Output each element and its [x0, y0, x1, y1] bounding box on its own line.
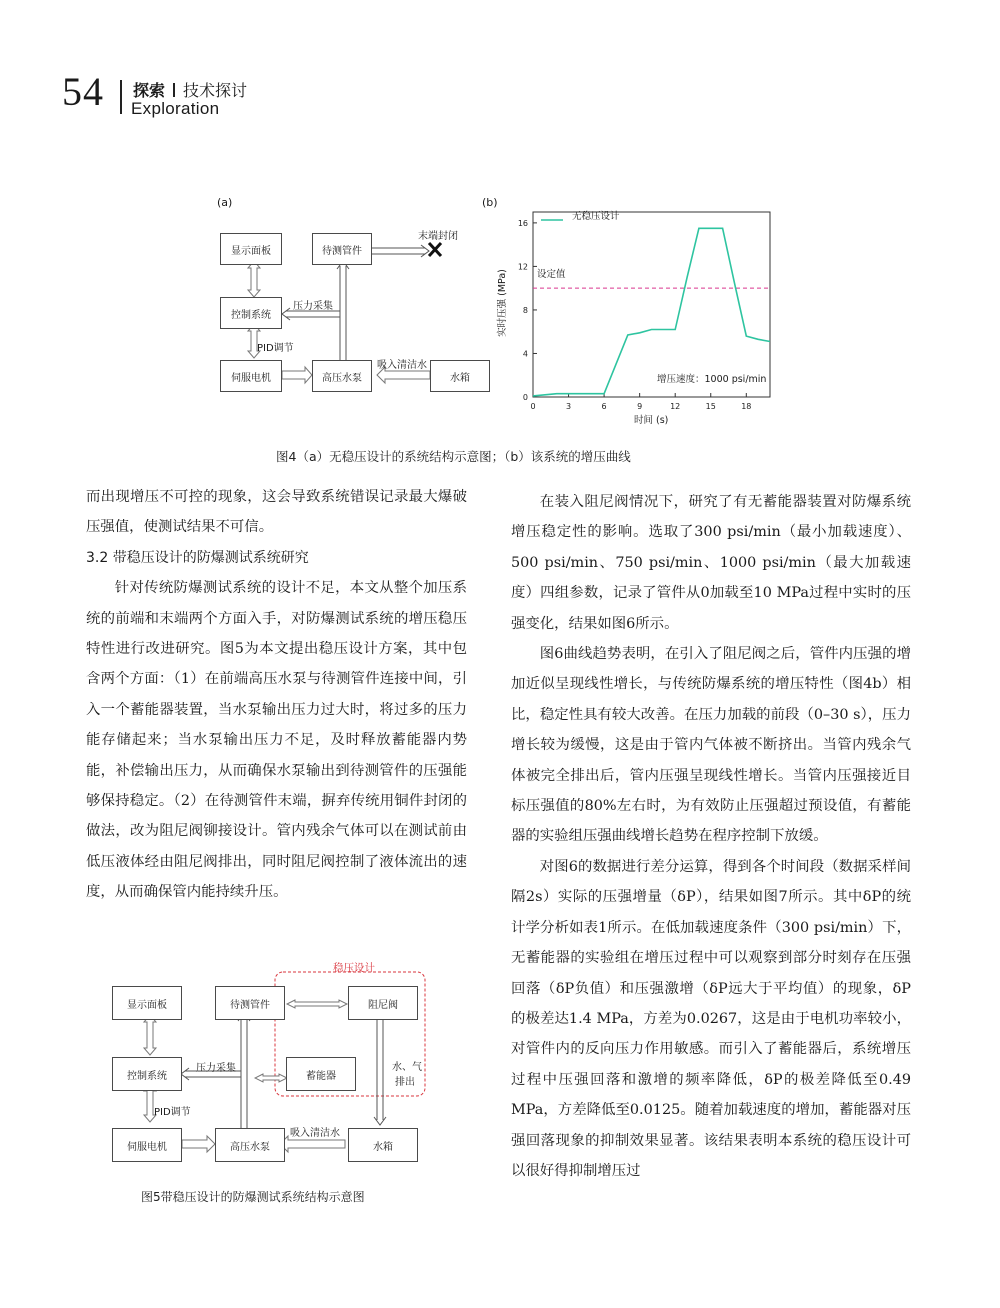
fig4b-rate-label: 增压速度：1000 psi/min: [657, 374, 767, 385]
plot-frame: [533, 212, 770, 397]
right-para-1: 在装入阻尼阀情况下，研究了有无蓄能器装置对防爆系统增压稳定性的影响。选取了300 psi/min（最小加载速度）、500 psi/min、750 psi/min、1000 psi/min（最大加载速度）四组参数，记录了管件从0加载至10 MPa过程中实时的压强变化，结果如图6所示。: [511, 494, 911, 632]
fig4a-label-pid: PID调节: [257, 343, 294, 354]
fig5-caption: 图5带稳压设计的防爆测试系统结构示意图: [141, 1190, 365, 1204]
y-tick-label: 0: [522, 393, 528, 402]
fig4b-ylabel: 实时压强 (MPa): [496, 269, 508, 337]
fig5-box-control-system: 控制系统: [112, 1057, 182, 1091]
fig5-box-accumulator: 蓄能器: [286, 1057, 356, 1091]
x-tick-label: 9: [637, 402, 643, 411]
left-para-2: 针对传统防爆测试系统的设计不足，本文从整个加压系统的前端和末端两个方面入手，对防爆测试系统的增压稳压特性进行改进研究。图5为本文提出稳压设计方案，其中包含两个方面：（1）在前端高压水泵与待测管件连接中间，引入一个蓄能器装置，当水泵输出压力过大时，将过多的压力能存储起来；当水泵输出压力不足，及时释放蓄能器内势能，补偿输出压力，从而确保水泵输出到待测管件的压强能够保持稳定。（2）在待测管件末端，摒弃传统用铜件封闭的做法，改为阻尼阀铆接设计。管内残余气体可以在测试前由低压液体经由阻尼阀排出，同时阻尼阀控制了液体流出的速度，从而确保管内能持续升压。: [86, 580, 467, 901]
fig5-arrow-pipe-valve: [287, 1000, 347, 1008]
right-column: [511, 487, 911, 1186]
fig4b-legend-label: 无稳压设计: [572, 211, 620, 222]
fig5-box-display-panel: 显示面板: [112, 986, 182, 1020]
fig5-arrow-pump-accumulator: [255, 1074, 287, 1082]
fig5-label-discharge-2: 排出: [395, 1077, 415, 1088]
fig4b-setpoint-label: 设定值: [537, 269, 566, 280]
y-tick-label: 12: [517, 262, 528, 272]
header-divider: [120, 80, 122, 114]
x-tick-label: 15: [705, 402, 716, 411]
header-english: Exploration: [131, 99, 220, 118]
section-heading: 3.2 带稳压设计的防爆测试系统研究: [86, 549, 309, 566]
left-column-top: [86, 482, 467, 908]
fig4a-arrow-servo-pump: [282, 367, 312, 383]
page-number: 54: [62, 69, 104, 114]
fig4a-label-intake: 吸入清洁水: [377, 360, 427, 371]
fig4a-label-pressure-acq: 压力采集: [293, 301, 333, 312]
fig5-arrow-servo-pump: [182, 1136, 215, 1152]
header-separator: [173, 83, 175, 97]
x-tick-label: 0: [530, 402, 536, 411]
fig5-label-pid: PID调节: [154, 1107, 191, 1118]
fig5-box-water-tank: 水箱: [348, 1128, 418, 1162]
fig4b-chart: [495, 198, 780, 433]
fig4a-panel-label: (a): [217, 196, 233, 209]
fig5-arrow-display-control: [144, 1015, 156, 1055]
fig5-label-discharge-1: 水、气: [392, 1062, 422, 1073]
fig5-label-intake: 吸入清洁水: [290, 1128, 340, 1139]
fig4b-xlabel: 时间 (s): [634, 415, 669, 426]
fig4a-arrow-display-control: [248, 261, 260, 297]
fig4a-box-water-tank: 水箱: [430, 360, 490, 392]
header-section-title: 探索: [133, 81, 166, 100]
x-tick-label: 6: [601, 402, 607, 411]
fig4a-box-hp-pump: 高压水泵: [312, 360, 372, 392]
header-section: [133, 78, 247, 101]
fig5-box-hp-pump: 高压水泵: [215, 1128, 285, 1162]
left-para-1: 而出现增压不可控的现象，这会导致系统错误记录最大爆破压强值，使测试结果不可信。: [86, 489, 467, 536]
fig5-box-servo-motor: 伺服电机: [112, 1128, 182, 1162]
y-tick-label: 4: [522, 349, 528, 359]
fig4-caption: 图4（a）无稳压设计的系统结构示意图；（b）该系统的增压曲线: [276, 449, 631, 464]
right-para-3: 对图6的数据进行差分运算，得到各个时间段（数据采样间隔2s）实际的压强增量（δP），结果如图7所示。其中δP的统计学分析如表1所示。在低加载速度条件（300 psi/min）下，无蓄能器的实验组在增压过程中可以观察到部分时刻存在压强回落（δP负值）和压强激增（δP远大于平均值）的现象，δP的极差达1.4 MPa，方差为0.0267，这是由于电机功率较小，对管件内的反向压力作用敏感。而引入了蓄能器后，系统增压过程中压强回落和激增的频率降低，δP的极差降低至0.49 MPa，方差降低至0.0125。随着加载速度的增加，蓄能器对压强回落现象的抑制效果显著。该结果表明本系统的稳压设计可以很好得抑制增压过: [511, 858, 911, 1179]
fig5-box-test-pipe: 待测管件: [215, 986, 285, 1020]
x-tick-label: 12: [670, 402, 681, 411]
y-tick-label: 8: [522, 305, 528, 315]
right-para-2: 图6曲线趋势表明，在引入了阻尼阀之后，管件内压强的增加近似呈现线性增长，与传统防爆系统的增压特性（图4b）相比，稳定性具有较大改善。在压力加载的前段（0–30 s），压力增长较为缓慢，这是由于管内气体被不断挤出。当管内残余气体被完全排出后，管内压强呈现线性增长。当管内压强接近目标压强值的80%左右时，为有效防止压强超过预设值，有蓄能器的实验组压强曲线增长趋势在程序控制下放缓。: [511, 646, 911, 845]
x-tick-label: 18: [741, 402, 752, 411]
x-tick-label: 3: [566, 402, 572, 411]
fig5-group-label: 稳压设计: [333, 962, 375, 974]
header-subsection: 技术探讨: [183, 81, 248, 100]
fig4a-box-display-panel: 显示面板: [220, 233, 282, 265]
fig5-box-damping-valve: 阻尼阀: [348, 986, 418, 1020]
fig4a-box-test-pipe: 待测管件: [312, 233, 372, 265]
fig4a-box-servo-motor: 伺服电机: [220, 360, 282, 392]
fig4a-box-control-system: 控制系统: [220, 297, 282, 329]
fig4b-panel-label: (b): [482, 196, 498, 209]
y-tick-label: 16: [517, 218, 528, 228]
fig4a-label-end-seal: 末端封闭: [418, 231, 458, 242]
fig5-label-pressure-acq: 压力采集: [196, 1063, 236, 1074]
